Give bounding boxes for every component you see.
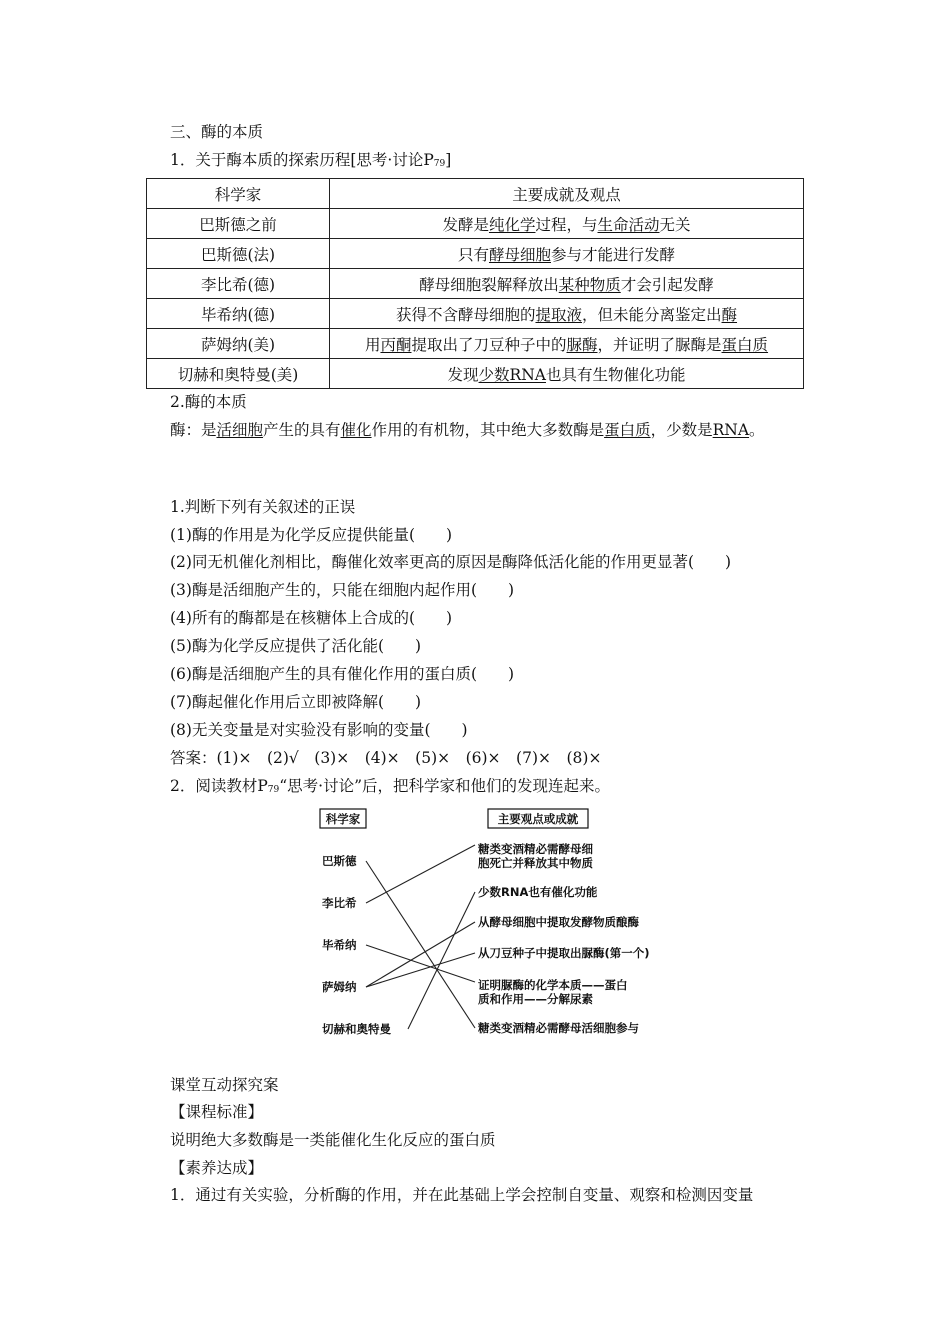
text-segment: 用 xyxy=(364,335,381,354)
text-segment: 。 xyxy=(749,421,765,439)
matching-diagram xyxy=(318,805,678,1045)
literacy-label: 【素养达成】 xyxy=(170,1159,264,1177)
scientist-labels xyxy=(321,854,391,1036)
history-table xyxy=(146,178,804,389)
scientist-label: 萨姆纳 xyxy=(322,980,357,994)
underlined-keyword: 纯化学 xyxy=(488,215,536,234)
table-row xyxy=(147,299,804,329)
underlined-keyword: 催化 xyxy=(340,421,372,439)
judge-item: (3)酶是活细胞产生的，只能在细胞内起作用( ) xyxy=(170,581,515,599)
finding-labels xyxy=(478,842,650,1035)
underlined-keyword: 少数RNA xyxy=(478,365,546,384)
standard-label: 【课程标准】 xyxy=(170,1103,264,1121)
table-row xyxy=(147,269,804,299)
text-segment: 过程，与 xyxy=(535,215,598,234)
underlined-keyword: 蛋白质 xyxy=(604,421,651,439)
finding-label: 糖类变酒精必需酵母活细胞参与 xyxy=(478,1021,639,1035)
judge-answer: 答案：(1)× (2)√ (3)× (4)× (5)× (6)× (7)× (8)× xyxy=(170,749,602,767)
text-segment: 酶：是 xyxy=(170,421,217,439)
text-segment: 提取出了刀豆种子中的 xyxy=(411,335,567,354)
underlined-keyword: 酵母细胞 xyxy=(488,245,551,264)
text-segment: 只有 xyxy=(457,245,489,264)
header-scientist: 科学家 xyxy=(147,179,330,209)
finding-label: 糖类变酒精必需酵母细 xyxy=(478,842,593,856)
underlined-keyword: 丙酮 xyxy=(380,335,412,354)
history-heading xyxy=(170,150,451,174)
right-header: 主要观点或成就 xyxy=(497,812,579,826)
match-line xyxy=(408,892,475,1029)
achievement-cell xyxy=(330,299,804,329)
reading-instruction xyxy=(170,776,610,800)
text-segment: 参与才能进行发酵 xyxy=(551,245,676,264)
achievement-cell xyxy=(330,269,804,299)
underlined-keyword: 提取液 xyxy=(535,305,582,324)
finding-label: 胞死亡并释放其中物质 xyxy=(478,856,593,870)
text-segment: 作用的有机物，其中绝大多数酶是 xyxy=(371,421,605,439)
match-line xyxy=(366,845,475,903)
text-segment: ，但未能分离鉴定出 xyxy=(582,305,722,324)
finding-label: 从刀豆种子中提取出脲酶(第一个) xyxy=(478,946,650,960)
text-segment: 获得不含酵母细胞的 xyxy=(395,305,536,324)
text-segment: 产生的具有 xyxy=(263,421,341,439)
reading-text-end: “思考·讨论”后，把科学家和他们的发现连起来。 xyxy=(279,777,611,795)
finding-label: 少数RNA也有催化功能 xyxy=(478,885,598,899)
nature-title: 2.酶的本质 xyxy=(170,393,247,411)
match-line xyxy=(366,953,475,987)
finding-label: 质和作用——分解尿素 xyxy=(478,992,593,1006)
underlined-keyword: 蛋白质 xyxy=(721,335,769,354)
nature-definition xyxy=(170,420,765,440)
match-lines xyxy=(366,845,475,1029)
scientist-label: 毕希纳 xyxy=(322,938,357,952)
finding-label: 证明脲酶的化学本质——蛋白 xyxy=(478,978,628,992)
achievement-cell xyxy=(330,359,804,389)
text-segment: 酵母细胞裂解释放出 xyxy=(419,275,559,294)
text-segment: 发现 xyxy=(447,365,479,384)
scientist-label: 切赫和奥特曼 xyxy=(322,1022,391,1036)
judge-item: (7)酶起催化作用后立即被降解( ) xyxy=(170,693,422,711)
scientist-label: 巴斯德 xyxy=(322,854,357,868)
table-row xyxy=(147,239,804,269)
scientist-cell: 巴斯德之前 xyxy=(147,209,330,239)
text-segment: 才会引起发酵 xyxy=(620,275,714,294)
judge-item: (1)酶的作用是为化学反应提供能量( ) xyxy=(170,526,453,544)
table-row xyxy=(147,209,804,239)
match-line xyxy=(366,945,475,982)
text-segment: 也具有生物催化功能 xyxy=(545,365,686,384)
judge-item: (6)酶是活细胞产生的具有催化作用的蛋白质( ) xyxy=(170,665,515,683)
text-segment: ，并证明了脲酶是 xyxy=(597,335,722,354)
left-header: 科学家 xyxy=(325,812,361,826)
literacy-item-1: 1．通过有关实验，分析酶的作用，并在此基础上学会控制自变量、观察和检测因变量 xyxy=(170,1186,754,1204)
judge-item: (5)酶为化学反应提供了活化能( ) xyxy=(170,637,422,655)
underlined-keyword: 活细胞 xyxy=(216,421,264,439)
match-line xyxy=(366,922,475,987)
underlined-keyword: 生命活动 xyxy=(597,215,660,234)
scientist-cell: 切赫和奥特曼(美) xyxy=(147,359,330,389)
history-heading-text: 1．关于酶本质的探索历程[思考·讨论P xyxy=(170,151,434,169)
scientist-label: 李比希 xyxy=(322,896,357,910)
underlined-keyword: RNA xyxy=(712,421,750,439)
judge-item: (8)无关变量是对实验没有影响的变量( ) xyxy=(170,721,468,739)
reading-page-ref: 79 xyxy=(267,785,280,795)
classroom-title: 课堂互动探究案 xyxy=(170,1076,279,1094)
finding-label: 从酵母细胞中提取发酵物质酿酶 xyxy=(478,915,639,929)
judge-item: (2)同无机催化剂相比，酶催化效率更高的原因是酶降低活化能的作用更显著( ) xyxy=(170,553,732,571)
achievement-cell xyxy=(330,329,804,359)
judge-title: 1.判断下列有关叙述的正误 xyxy=(170,498,356,516)
header-achievement: 主要成就及观点 xyxy=(330,179,804,209)
achievement-cell xyxy=(330,209,804,239)
text-segment: ，少数是 xyxy=(650,421,713,439)
text-segment: 发酵是 xyxy=(442,215,489,234)
scientist-cell: 萨姆纳(美) xyxy=(147,329,330,359)
underlined-keyword: 某种物质 xyxy=(558,275,621,294)
scientist-cell: 巴斯德(法) xyxy=(147,239,330,269)
standard-text: 说明绝大多数酶是一类能催化生化反应的蛋白质 xyxy=(170,1131,496,1149)
underlined-keyword: 酶 xyxy=(721,305,738,324)
scientist-cell: 李比希(德) xyxy=(147,269,330,299)
table-header-row xyxy=(147,179,804,209)
reading-text: 2．阅读教材P xyxy=(170,777,268,795)
table-row xyxy=(147,359,804,389)
achievement-cell xyxy=(330,239,804,269)
page-ref: 79 xyxy=(433,159,446,169)
underlined-keyword: 脲酶 xyxy=(566,335,598,354)
section-title: 三、酶的本质 xyxy=(170,123,264,141)
table-row xyxy=(147,329,804,359)
text-segment: 无关 xyxy=(659,215,691,234)
scientist-cell: 毕希纳(德) xyxy=(147,299,330,329)
history-heading-end: ] xyxy=(445,151,452,169)
judge-item: (4)所有的酶都是在核糖体上合成的( ) xyxy=(170,609,453,627)
